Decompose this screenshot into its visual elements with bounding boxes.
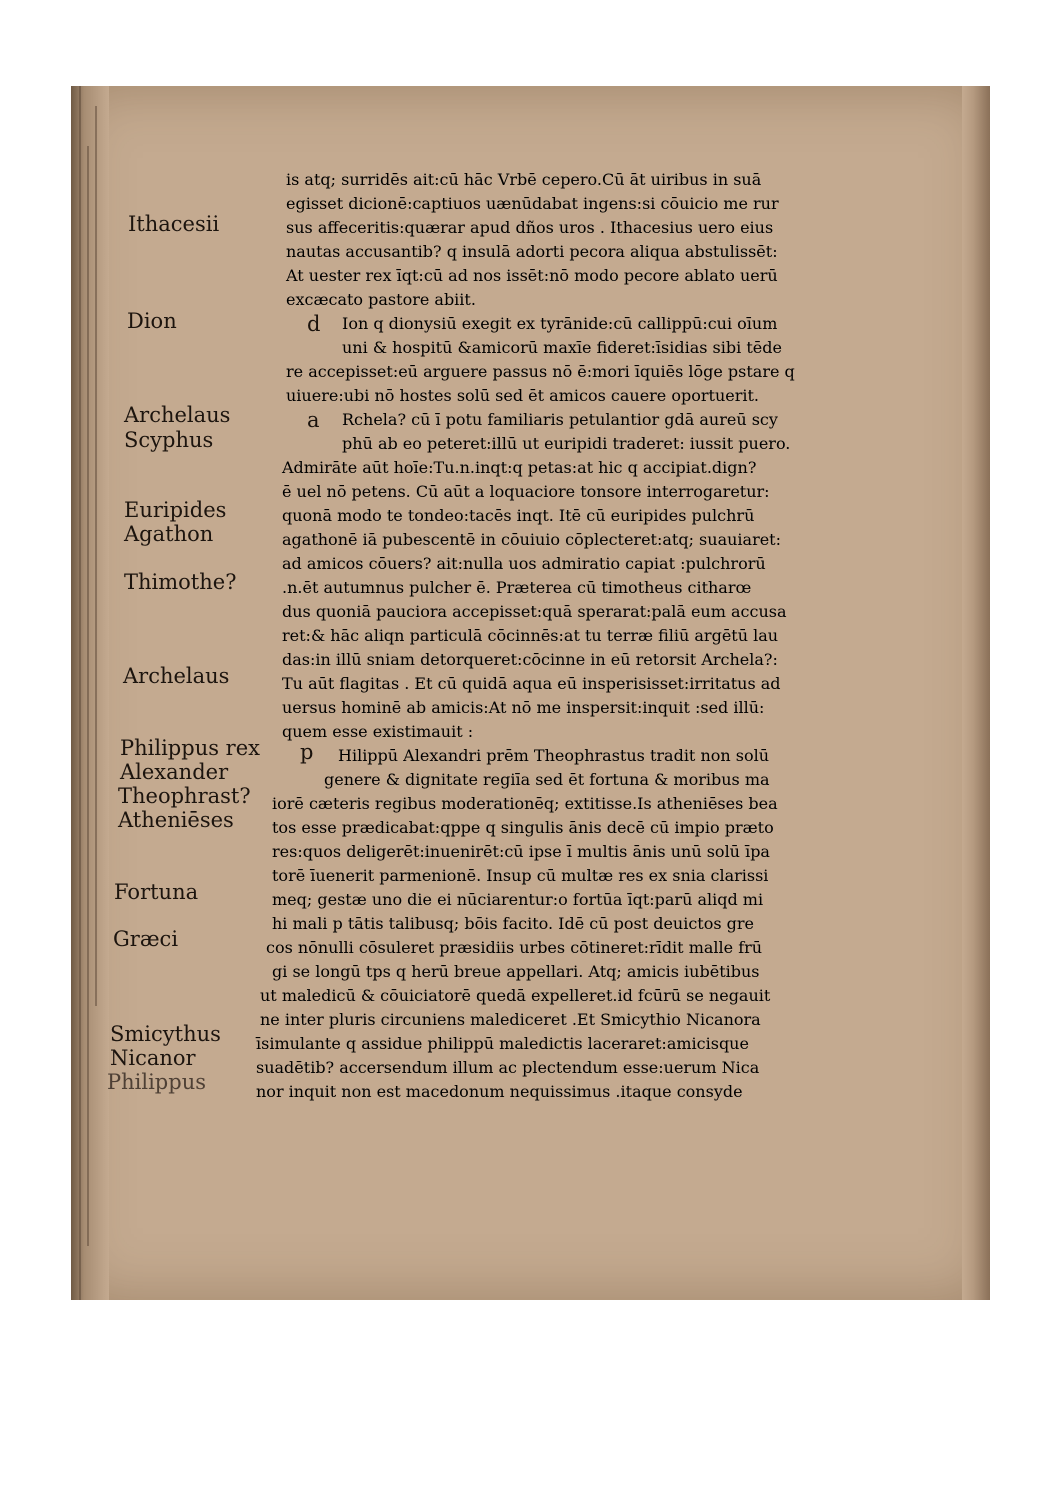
text-line: Admirāte aūt hoīe:Tu.n.inqt:q petas:at hic q accipiat.dign? xyxy=(282,458,757,477)
margin-note: Scyphus xyxy=(124,428,214,452)
page-right-edge xyxy=(962,86,990,1300)
text-line: quonā modo te tondeo:tacēs inqt. Itē cū euripides pulchrū xyxy=(282,506,755,525)
text-line: ē uel nō petens. Cū aūt a loquaciore tonsore interrogaretur: xyxy=(282,482,770,501)
margin-note: Fortuna xyxy=(114,880,199,904)
text-line: uni & hospitū &amicorū maxīe fideret:īsidias sibi tēde xyxy=(342,338,782,357)
margin-note: Thimothe? xyxy=(124,570,237,594)
text-line: ut maledicū & cōuiciatorē quedā expelleret.id fcūrū se negauit xyxy=(260,986,771,1005)
margin-note: Alexander xyxy=(120,760,229,784)
text-line: gi se longū tps q herū breue appellari. Atq; amicis iubētibus xyxy=(272,962,760,981)
guide-letter: a xyxy=(307,408,320,432)
margin-note: Smicythus xyxy=(110,1022,221,1046)
text-line: Rchela? cū ī potu familiaris petulantior gdā aureū scy xyxy=(342,410,778,429)
text-line: uiuere:ubi nō hostes solū sed ēt amicos cauere oportuerit. xyxy=(286,386,759,405)
text-line: phū ab eo peteret:illū ut euripidi traderet: iussit puero. xyxy=(342,434,791,453)
text-line: Hilippū Alexandri prēm Theophrastus tradit non solū xyxy=(338,746,770,765)
margin-note: Atheniēses xyxy=(118,808,234,832)
text-line: meq; gestæ uno die ei nūciarentur:o fortūa īqt:parū aliqd mi xyxy=(272,890,764,909)
margin-note: Euripides xyxy=(124,498,227,522)
margin-note: Agathon xyxy=(124,522,214,546)
text-line: nautas accusantib? q insulā adorti pecora aliqua abstulissēt: xyxy=(286,242,778,261)
text-line: nor inquit non est macedonum nequissimus .itaque consyde xyxy=(256,1082,743,1101)
text-line: ne inter pluris circuniens malediceret .Et Smicythio Nicanora xyxy=(260,1010,761,1029)
text-line: At uester rex īqt:cū ad nos issēt:nō modo pecore ablato uerū xyxy=(286,266,778,285)
text-line: Tu aūt flagitas . Et cū quidā aqua eū insperisisset:irritatus ad xyxy=(282,674,781,693)
margin-note: Philippus rex xyxy=(120,736,260,760)
text-line: iorē cæteris regibus moderationēq; extitisse.Is atheniēses bea xyxy=(272,794,778,813)
text-line: suadētib? accersendum illum ac plectendum esse:uerum Nica xyxy=(256,1058,760,1077)
text-line: das:in illū sniam detorqueret:cōcinne in eū retorsit Archela?: xyxy=(282,650,778,669)
text-line: hi mali p tātis talibusq; bōis facito. Idē cū post deuictos gre xyxy=(272,914,755,933)
text-line: egisset dicionē:captiuos uænūdabat ingens:si cōuicio me rur xyxy=(286,194,779,213)
text-line: cos nōnulli cōsuleret præsidiis urbes cōtineret:rīdit malle frū xyxy=(266,938,763,957)
guide-letter: d xyxy=(307,312,321,336)
margin-notes xyxy=(0,0,260,1500)
guide-letter: p xyxy=(300,740,314,764)
text-line: is atq; surridēs ait:cū hāc Vrbē cepero.Cū āt uiribus in suā xyxy=(286,170,762,189)
margin-note: Dion xyxy=(127,309,177,333)
text-line: īsimulante q assidue philippū maledictis laceraret:amicisque xyxy=(256,1034,749,1053)
text-line: dus quoniā pauciora accepisset:quā sperarat:palā eum accusa xyxy=(282,602,787,621)
text-line: Ion q dionysiū exegit ex tyrānide:cū callippū:cui oīum xyxy=(342,314,778,333)
margin-note: Ithacesii xyxy=(128,212,220,236)
text-line: agathonē iā pubescentē in cōuiuio cōplecteret:atq; suauiaret: xyxy=(282,530,781,549)
text-line: tos esse prædicabat:qppe q singulis ānis decē cū impio præto xyxy=(272,818,774,837)
text-line: ad amicos cōuers? ait:nulla uos admiratio capiat :pulchrorū xyxy=(282,554,766,573)
margin-note: Archelaus xyxy=(124,403,231,427)
text-line: torē īuenerit parmenionē. Insup cū multæ res ex snia clarissi xyxy=(272,866,769,885)
text-line: excæcato pastore abiit. xyxy=(286,290,476,309)
text-line: quem esse existimauit : xyxy=(282,722,474,741)
text-line: re accepisset:eū arguere passus nō ē:mori īquiēs lōge pstare q xyxy=(286,362,795,381)
margin-note: Archelaus xyxy=(123,664,230,688)
margin-note: Philippus xyxy=(107,1070,206,1094)
text-line: uersus hominē ab amicis:At nō me inspersit:inquit :sed illū: xyxy=(282,698,765,717)
margin-note: Nicanor xyxy=(110,1046,196,1070)
text-line: res:quos deligerēt:inuenirēt:cū ipse ī multis ānis unū solū īpa xyxy=(272,842,770,861)
text-line: .n.ēt autumnus pulcher ē. Præterea cū timotheus citharœ xyxy=(282,578,752,597)
text-line: ret:& hāc aliqn particulā cōcinnēs:at tu terræ filiū argētū lau xyxy=(282,626,779,645)
text-line: sus affeceritis:quærar apud dños uros . Ithacesius uero eius xyxy=(286,218,774,237)
margin-note: Theophrast? xyxy=(118,784,251,808)
text-line: genere & dignitate regiīa sed ēt fortuna & moribus ma xyxy=(324,770,770,789)
margin-note: Græci xyxy=(113,927,179,951)
